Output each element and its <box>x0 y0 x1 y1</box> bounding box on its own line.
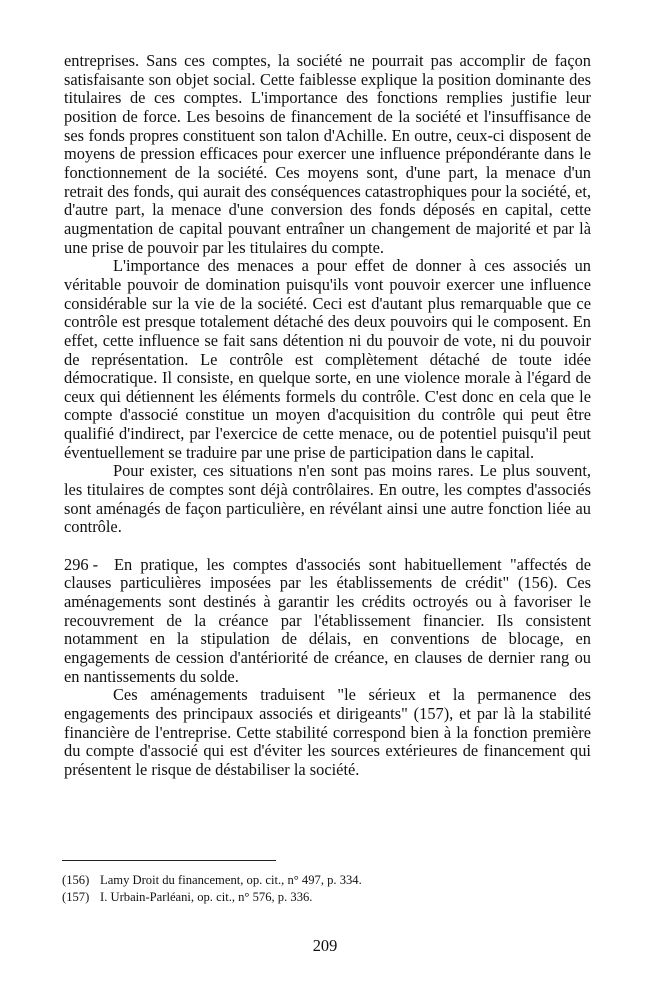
page-body <box>64 52 591 780</box>
footnote-divider <box>62 860 276 861</box>
section-number: 296 - <box>64 554 99 574</box>
footnote-157 <box>62 889 362 906</box>
paragraph-control-position: entreprises. Sans ces comptes, la société ne pourrait pas accomplir de façon satisfaisante son objet social. Cette faiblesse explique la position dominante des titulaires de ces comptes. L'importance des fonctions remplies justifie leur position de force. Les besoins de financement de la société et l'insuffisance de ses fonds propres constituent son talon d'Achille. En outre, ceux-ci disposent de moyens de pression efficaces pour exercer une influence prépondérante dans le fonctionnement de la société. Ces moyens sont, d'une part, la menace d'un retrait des fonds, qui aurait des conséquences catastrophiques pour la société, et, d'autre part, la menace d'une conversion des fonds déposés en capital, cette augmentation de capital pouvant entraîner un changement de majorité et par là une prise de pouvoir par les titulaires du compte. <box>64 51 591 257</box>
footnote-number: (157) <box>62 890 90 904</box>
paragraph-threat-importance: L'importance des menaces a pour effet de donner à ces associés un véritable pouvoir de domination puisqu'ils vont pouvoir exercer une influence considérable sur la vie de la société. Ceci est d'autant plus remarquable que ce contrôle est presque totalement détaché des deux pouvoirs qui le composent. En effet, cette influence se fait sans détention ni du pouvoir de vote, ni du pouvoir de représentation. Le contrôle est complètement détaché de toute idée démocratique. Il consiste, en quelque sorte, en une violence morale à l'égard de ceux qui détiennent les éléments formels du contrôle. C'est donc en cela que le compte d'associé constitue un moyen d'acquisition du contrôle qui peut être qualifié d'indirect, par l'exercice de cette menace, ou de potentiel puisqu'il peut éventuellement se traduire par une prise de participation dans le capital. <box>64 256 591 462</box>
paragraph-rare-situations: Pour exister, ces situations n'en sont pas moins rares. Le plus souvent, les titulaires de comptes sont déjà contrôlaires. En outre, les comptes d'associés sont aménagés de façon particulière, en révélant ainsi une autre fonction liée au contrôle. <box>64 461 591 537</box>
footnote-text: Lamy Droit du financement, op. cit., n° 497, p. 334. <box>100 873 362 887</box>
paragraph-section-296 <box>64 556 591 687</box>
paragraph-arrangements-stability: Ces aménagements traduisent "le sérieux et la permanence des engagements des principaux associés et dirigeants" (157), et par là la stabilité financière de l'entreprise. Cette stabilité correspond bien à la fonction première du compte d'associé qui est d'éviter les sources extérieures de financement qui présentent le risque de déstabiliser la société. <box>64 685 591 779</box>
footnote-text: I. Urbain-Parléani, op. cit., n° 576, p. 336. <box>100 890 313 904</box>
footnote-number: (156) <box>62 873 90 887</box>
section-296-text: En pratique, les comptes d'associés sont habituellement "affectés de clauses particulières imposées par les établissements de crédit" (156). Ces aménagements sont destinés à garantir les crédits octroyés ou à favoriser le recouvrement de la créance par l'établissement financier. Ils consistent notamment en la stipulation de délais, en conventions de blocage, en engagements de cession d'antériorité de créance, en clauses de dernier rang ou en nantissements du solde. <box>64 554 591 686</box>
footnotes <box>62 872 362 906</box>
page-number: 209 <box>312 936 338 955</box>
footnote-156 <box>62 872 362 889</box>
